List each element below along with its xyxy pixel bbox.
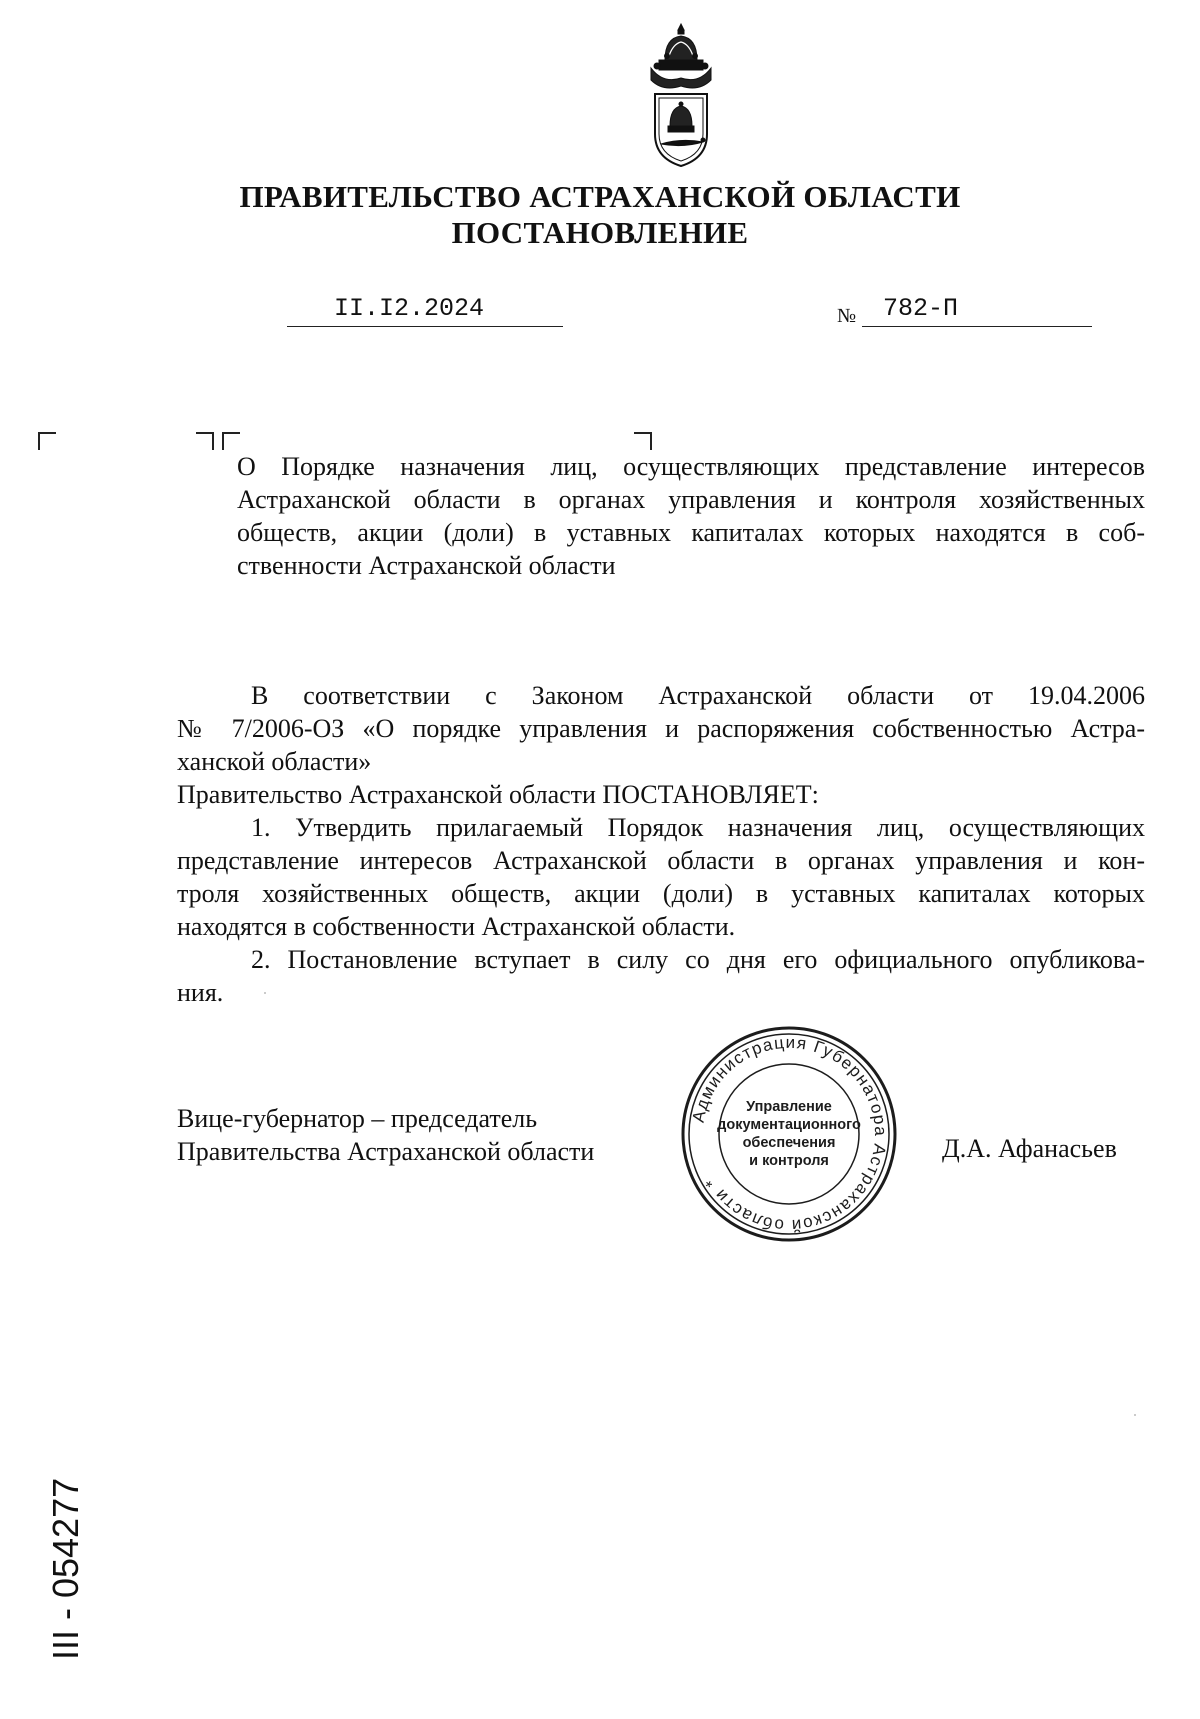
preamble-line: В соответствии с Законом Астраханской области от 19.04.2006 (251, 681, 1145, 710)
official-seal-stamp (680, 1025, 898, 1243)
item-1-line: 1. Утвердить прилагаемый Порядок назначения лиц, осуществляющих (251, 813, 1145, 842)
preamble-line: № 7/2006-ОЗ «О порядке управления и распоряжения собственностью Астра- (177, 714, 1145, 743)
position-line: Вице-губернатор – председатель (177, 1104, 538, 1133)
subject-line: О Порядке назначения лиц, осуществляющих представление интересов (237, 452, 1145, 481)
seal-center-line: и контроля (749, 1153, 829, 1169)
document-body (177, 679, 1145, 1009)
number-sign: № (837, 305, 857, 327)
seal-center-line: обеспечения (742, 1135, 836, 1151)
subject-line: обществ, акции (доли) в уставных капиталах которых находятся в соб- (237, 518, 1145, 547)
signatory-position (177, 1102, 594, 1168)
scan-speck (1134, 1414, 1136, 1416)
seal-center-line: Управление (746, 1099, 832, 1115)
item-1-line: находятся в собственности Астраханской области. (177, 912, 736, 941)
side-registration-code (23, 1370, 93, 1670)
document-type-title: ПОСТАНОВЛЕНИЕ (451, 215, 749, 250)
document-number: 782-П (883, 294, 959, 323)
document-subject (237, 450, 1145, 582)
subject-line: Астраханской области в органах управления и контроля хозяйственных (237, 485, 1145, 514)
resolves-line: Правительство Астраханской области ПОСТАНОВЛЯЕТ: (177, 780, 819, 809)
item-2-line: 2. Постановление вступает в силу со дня его официального опубликова- (251, 945, 1145, 974)
margin-corner-mark (38, 432, 56, 450)
item-1-line: представление интересов Астраханской области в органах управления и кон- (177, 846, 1145, 875)
item-2-line: ния. (177, 978, 224, 1007)
item-1-line: троля хозяйственных обществ, акции (доли) в уставных капиталах которых (177, 879, 1145, 908)
coat-of-arms-emblem (643, 22, 719, 172)
position-line: Правительства Астраханской области (177, 1137, 595, 1166)
side-code-text: III - 054277 (45, 1477, 86, 1660)
signatory-name: Д.А. Афанасьев (942, 1134, 1117, 1163)
subject-line: ственности Астраханской области (237, 551, 616, 580)
scan-speck (264, 992, 266, 994)
subject-corner-mark (634, 432, 652, 450)
subject-corner-mark (222, 432, 240, 450)
document-date: II.I2.2024 (334, 294, 485, 323)
authority-title: ПРАВИТЕЛЬСТВО АСТРАХАНСКОЙ ОБЛАСТИ (239, 179, 961, 214)
preamble-line: ханской области» (177, 747, 372, 776)
seal-ring-text: Администрация Губернатора Астраханской области * (688, 1032, 891, 1236)
seal-center-line: документационного (717, 1117, 861, 1133)
margin-corner-mark (196, 432, 214, 450)
